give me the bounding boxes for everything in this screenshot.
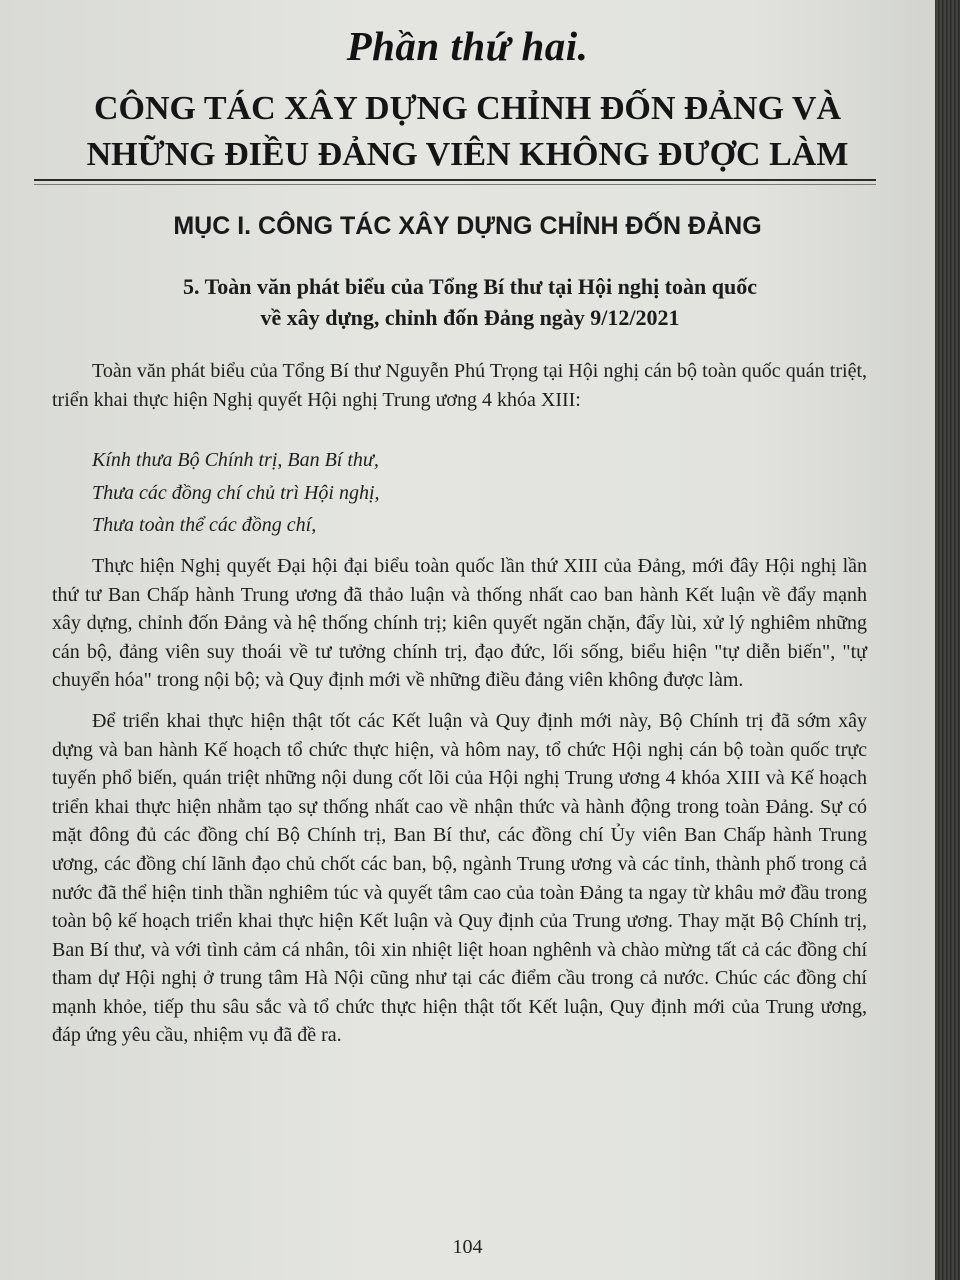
part-title: Phần thứ hai.	[346, 23, 589, 69]
intro-paragraph: Toàn văn phát biểu của Tổng Bí thư Nguyễn Phú Trọng tại Hội nghị cán bộ toàn quốc quán triệt, triển khai thực hiện Nghị quyết Hội nghị Trung ương 4 khóa XIII:	[52, 360, 867, 411]
body-paragraph-1: Thực hiện Nghị quyết Đại hội đại biểu toàn quốc lần thứ XIII của Đảng, mới đây Hội nghị lần thứ tư Ban Chấp hành Trung ương đã thảo luận và thống nhất cao ban hành Kết luận về đẩy mạnh xây dựng, chỉnh đốn Đảng và hệ thống chính trị; kiên quyết ngăn chặn, đẩy lùi, xử lý nghiêm những cán bộ, đảng viên suy thoái về tư tưởng chính trị, đạo đức, lối sống, biểu hiện "tự diễn biến", "tự chuyển hóa" trong nội bộ; và Quy định mới về những điều đảng viên không được làm.	[52, 554, 867, 692]
section-title: MỤC I. CÔNG TÁC XÂY DỰNG CHỈNH ĐỐN ĐẢNG	[173, 212, 762, 240]
article-heading	[60, 271, 880, 333]
main-title-line-1: CÔNG TÁC XÂY DỰNG CHỈNH ĐỐN ĐẢNG VÀ	[93, 90, 842, 127]
main-title	[20, 86, 915, 178]
greeting-line: Thưa các đồng chí chủ trì Hội nghị,	[92, 481, 380, 504]
article-body	[52, 357, 867, 1050]
body-paragraph-2: Để triển khai thực hiện thật tốt các Kết luận và Quy định mới này, Bộ Chính trị đã sớm xây dựng và ban hành Kế hoạch tổ chức thực hiện, và hôm nay, tổ chức Hội nghị cán bộ toàn quốc trực tuyến phổ biến, quán triệt những nội dung cốt lõi của Hội nghị Trung ương 4 khóa XIII và Kế hoạch triển khai thực hiện nhằm tạo sự thống nhất cao về nhận thức và hành động trong toàn Đảng. Sự có mặt đông đủ các đồng chí Bộ Chính trị, Ban Bí thư, các đồng chí Ủy viên Ban Chấp hành Trung ương, các đồng chí lãnh đạo chủ chốt các ban, bộ, ngành Trung ương và các tỉnh, thành phố trong cả nước đã thể hiện tinh thần nghiêm túc và quyết tâm cao của toàn Đảng ta ngay từ khâu mở đầu trong toàn bộ kế hoạch triển khai thực hiện Kết luận và Quy định của Trung ương. Thay mặt Bộ Chính trị, Ban Bí thư, và với tình cảm cá nhân, tôi xin nhiệt liệt hoan nghênh và chào mừng tất cả các đồng chí tham dự Hội nghị ở trung tâm Hà Nội cũng như tại các điểm cầu trong cả nước. Chúc các đồng chí mạnh khỏe, tiếp thu sâu sắc và tổ chức thực hiện thật tốt Kết luận, Quy định mới của Trung ương, đáp ứng yêu cầu, nhiệm vụ đã đề ra.	[52, 709, 867, 1047]
greeting-line: Kính thưa Bộ Chính trị, Ban Bí thư,	[92, 449, 379, 472]
article-heading-line-2: về xây dựng, chỉnh đốn Đảng ngày 9/12/2021	[260, 305, 680, 330]
title-divider-thin	[34, 184, 876, 185]
book-spine-edge	[935, 0, 960, 1280]
main-title-line-2: NHỮNG ĐIỀU ĐẢNG VIÊN KHÔNG ĐƯỢC LÀM	[86, 136, 849, 173]
title-divider	[34, 179, 876, 181]
page-number: 104	[452, 1236, 483, 1258]
article-heading-line-1: 5. Toàn văn phát biểu của Tổng Bí thư tại Hội nghị toàn quốc	[183, 274, 757, 299]
greeting-line: Thưa toàn thể các đồng chí,	[92, 514, 317, 537]
